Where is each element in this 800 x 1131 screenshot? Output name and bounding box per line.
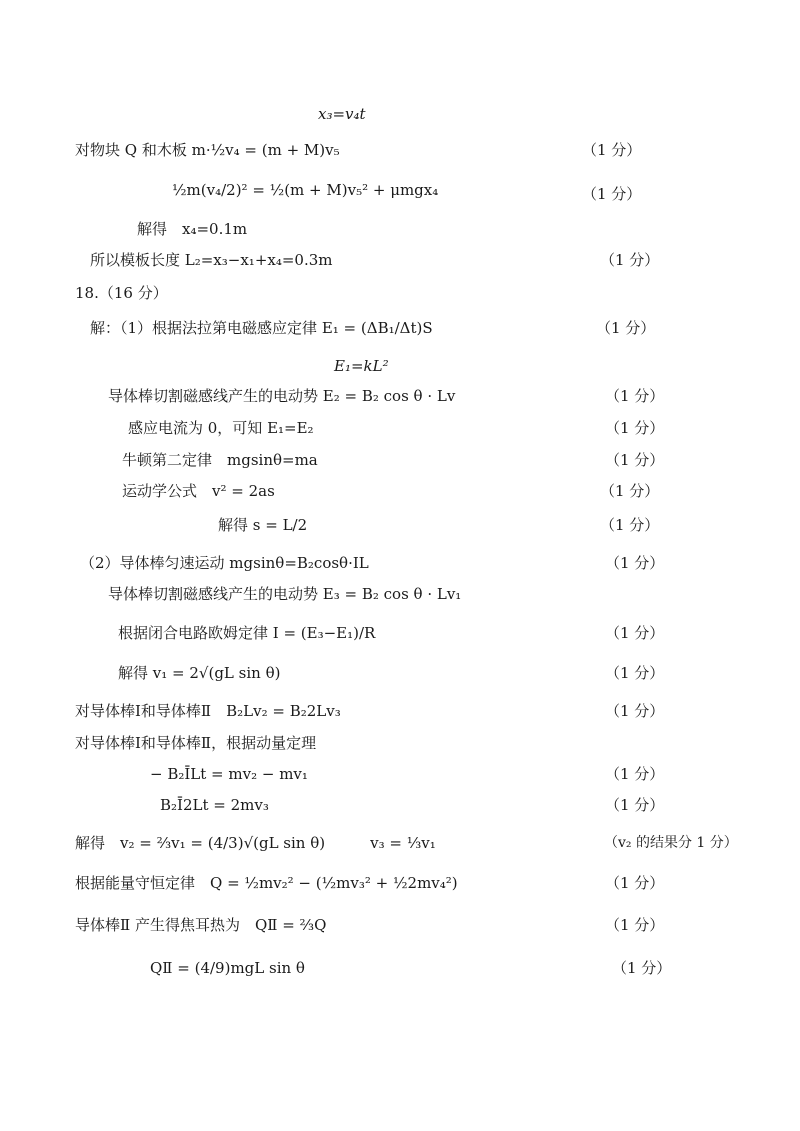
score-label: （1 分）	[605, 874, 665, 892]
score-label: （1 分）	[582, 141, 642, 159]
score-label: （1 分）	[605, 419, 665, 437]
solve-v2-v3: 解得 v₂ = ⅔v₁ = (4/3)√(gL sin θ) v₃ = ⅓v₁	[75, 834, 436, 852]
score-label: （1 分）	[605, 796, 665, 814]
score-label: （1 分）	[605, 624, 665, 642]
momentum-theorem-intro: 对导体棒Ⅰ和导体棒Ⅱ，根据动量定理	[75, 734, 317, 752]
kinematics-formula: 运动学公式 v² = 2as	[122, 482, 275, 500]
emf-e2: 导体棒切割磁感线产生的电动势 E₂ = B₂ cos θ · Lv	[108, 387, 456, 405]
energy-conservation: 根据能量守恒定律 Q = ½mv₂² − (½mv₃² + ½2mv₄²)	[75, 874, 458, 892]
score-label: （1 分）	[612, 959, 672, 977]
score-label: （1 分）	[605, 664, 665, 682]
score-label: （1 分）	[600, 482, 660, 500]
emf-e3: 导体棒切割磁感线产生的电动势 E₃ = B₂ cos θ · Lv₁	[108, 585, 462, 603]
rod-relation: 对导体棒Ⅰ和导体棒Ⅱ B₂Lv₂ = B₂2Lv₃	[75, 702, 341, 720]
momentum-eq-1: − B₂ĪLt = mv₂ − mv₁	[150, 765, 308, 783]
score-label: （1 分）	[605, 702, 665, 720]
score-label: （1 分）	[596, 319, 656, 337]
joule-heat: 导体棒Ⅱ 产生得焦耳热为 QⅡ = ⅔Q	[75, 916, 327, 934]
score-label-v2: （v₂ 的结果分 1 分）	[604, 835, 738, 851]
score-label: （1 分）	[600, 516, 660, 534]
score-label: （1 分）	[605, 916, 665, 934]
score-label: （1 分）	[600, 251, 660, 269]
newton-second-law: 牛顿第二定律 mgsinθ=ma	[122, 451, 318, 469]
question-18-heading: 18.（16 分）	[75, 284, 168, 302]
score-label: （1 分）	[605, 387, 665, 405]
equation-x3: x₃=v₄t	[318, 105, 366, 123]
uniform-motion: （2）导体棒匀速运动 mgsinθ=B₂cosθ·IL	[80, 554, 369, 572]
faraday-law: 解：（1）根据法拉第电磁感应定律 E₁ = (ΔB₁/Δt)S	[90, 319, 433, 337]
solve-s: 解得 s = L/2	[218, 516, 308, 534]
score-label: （1 分）	[605, 451, 665, 469]
score-label: （1 分）	[605, 765, 665, 783]
board-length: 所以模板长度 L₂=x₃−x₁+x₄=0.3m	[90, 251, 333, 269]
score-label: （1 分）	[582, 185, 642, 203]
current-zero: 感应电流为 0，可知 E₁=E₂	[128, 419, 314, 437]
equation-momentum-q-board: 对物块 Q 和木板 m·½v₄ = (m + M)v₅	[75, 141, 340, 159]
ohm-law: 根据闭合电路欧姆定律 I = (E₃−E₁)/R	[118, 624, 376, 642]
solve-x4: 解得 x₄=0.1m	[137, 220, 248, 238]
joule-heat-result: QⅡ = (4/9)mgL sin θ	[150, 959, 305, 977]
equation-energy-q-board: ½m(v₄/2)² = ½(m + M)v₅² + μmgx₄	[172, 181, 439, 199]
momentum-eq-2: B₂Ī2Lt = 2mv₃	[160, 796, 269, 814]
score-label: （1 分）	[605, 554, 665, 572]
equation-e1: E₁=kL²	[334, 357, 389, 375]
solve-v1: 解得 v₁ = 2√(gL sin θ)	[118, 664, 281, 682]
